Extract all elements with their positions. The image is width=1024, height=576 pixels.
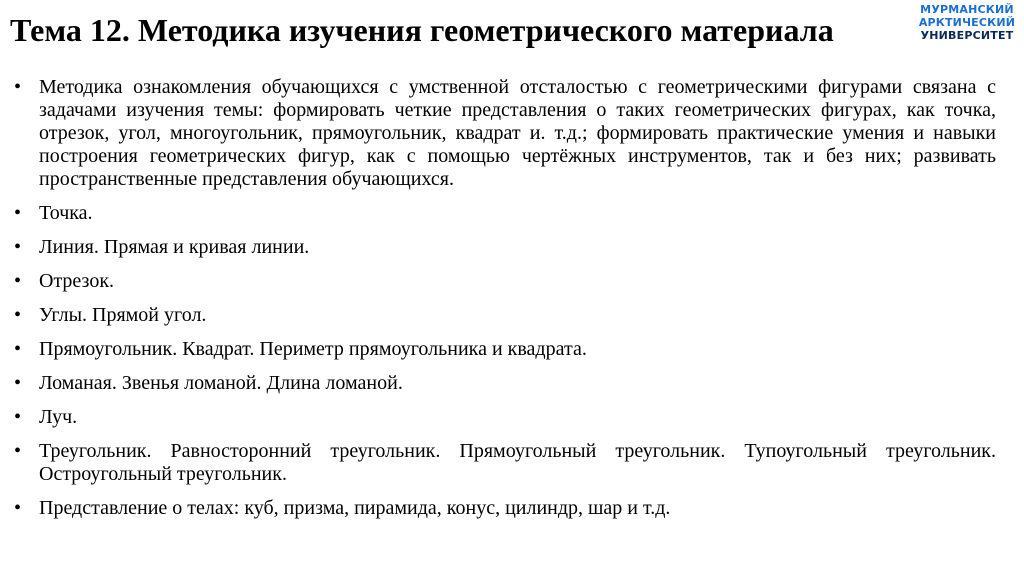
- list-item: [14, 76, 996, 191]
- list-item-text: Представление о телах: куб, призма, пирамида, конус, цилиндр, шар и т.д.: [39, 497, 671, 519]
- list-item-text: Отрезок.: [39, 270, 115, 292]
- list-item: [14, 304, 996, 327]
- list-item-text: Луч.: [39, 406, 78, 428]
- list-item-text: Прямоугольник. Квадрат. Периметр прямоугольника и квадрата.: [39, 338, 587, 360]
- bullet-icon: •: [14, 406, 22, 428]
- list-item: [14, 406, 996, 429]
- bullet-list: [14, 76, 996, 531]
- bullet-icon: •: [14, 440, 22, 462]
- bullet-icon: •: [14, 76, 22, 98]
- list-item-text: Точка.: [39, 202, 93, 224]
- bullet-icon: •: [14, 270, 22, 292]
- list-item-text: Треугольник. Равносторонний треугольник. Прямоугольный треугольник. Тупоугольный треугольник. Остроугольный треугольник.: [39, 440, 996, 485]
- slide-title: Тема 12. Методика изучения геометрического материала: [10, 12, 834, 48]
- bullet-icon: •: [14, 236, 22, 258]
- list-item: [14, 236, 996, 259]
- list-item-text: Углы. Прямой угол.: [39, 304, 207, 326]
- bullet-icon: •: [14, 202, 22, 224]
- list-item-text: Методика ознакомления обучающихся с умственной отсталостью с геометрическими фигурами связана с задачами изучения темы: формировать четкие представления о таких геометрических фигурах, как точка, отрезок, угол, многоугольник, прямоугольник, квадрат и. т.д.; формировать практические умения и навыки построения геометрических фигур, как с помощью чертёжных инструментов, так и без них; развивать пространственные представления обучающихся.: [39, 76, 996, 190]
- bullet-icon: •: [14, 338, 22, 360]
- slide-header: [0, 0, 1024, 68]
- logo-line-1: МУРМАНСКИЙ: [920, 3, 1014, 16]
- list-item-text: Линия. Прямая и кривая линии.: [39, 236, 310, 258]
- list-item: [14, 338, 996, 361]
- list-item: [14, 270, 996, 293]
- university-logo: [914, 3, 1020, 42]
- list-item: [14, 440, 996, 486]
- list-item: [14, 497, 996, 520]
- bullet-icon: •: [14, 372, 22, 394]
- logo-line-3: УНИВЕРСИТЕТ: [920, 29, 1014, 42]
- list-item: [14, 372, 996, 395]
- list-item: [14, 202, 996, 225]
- logo-line-2: АРКТИЧЕСКИЙ: [918, 16, 1016, 29]
- bullet-icon: •: [14, 304, 22, 326]
- bullet-icon: •: [14, 497, 22, 519]
- list-item-text: Ломаная. Звенья ломаной. Длина ломаной.: [39, 372, 403, 394]
